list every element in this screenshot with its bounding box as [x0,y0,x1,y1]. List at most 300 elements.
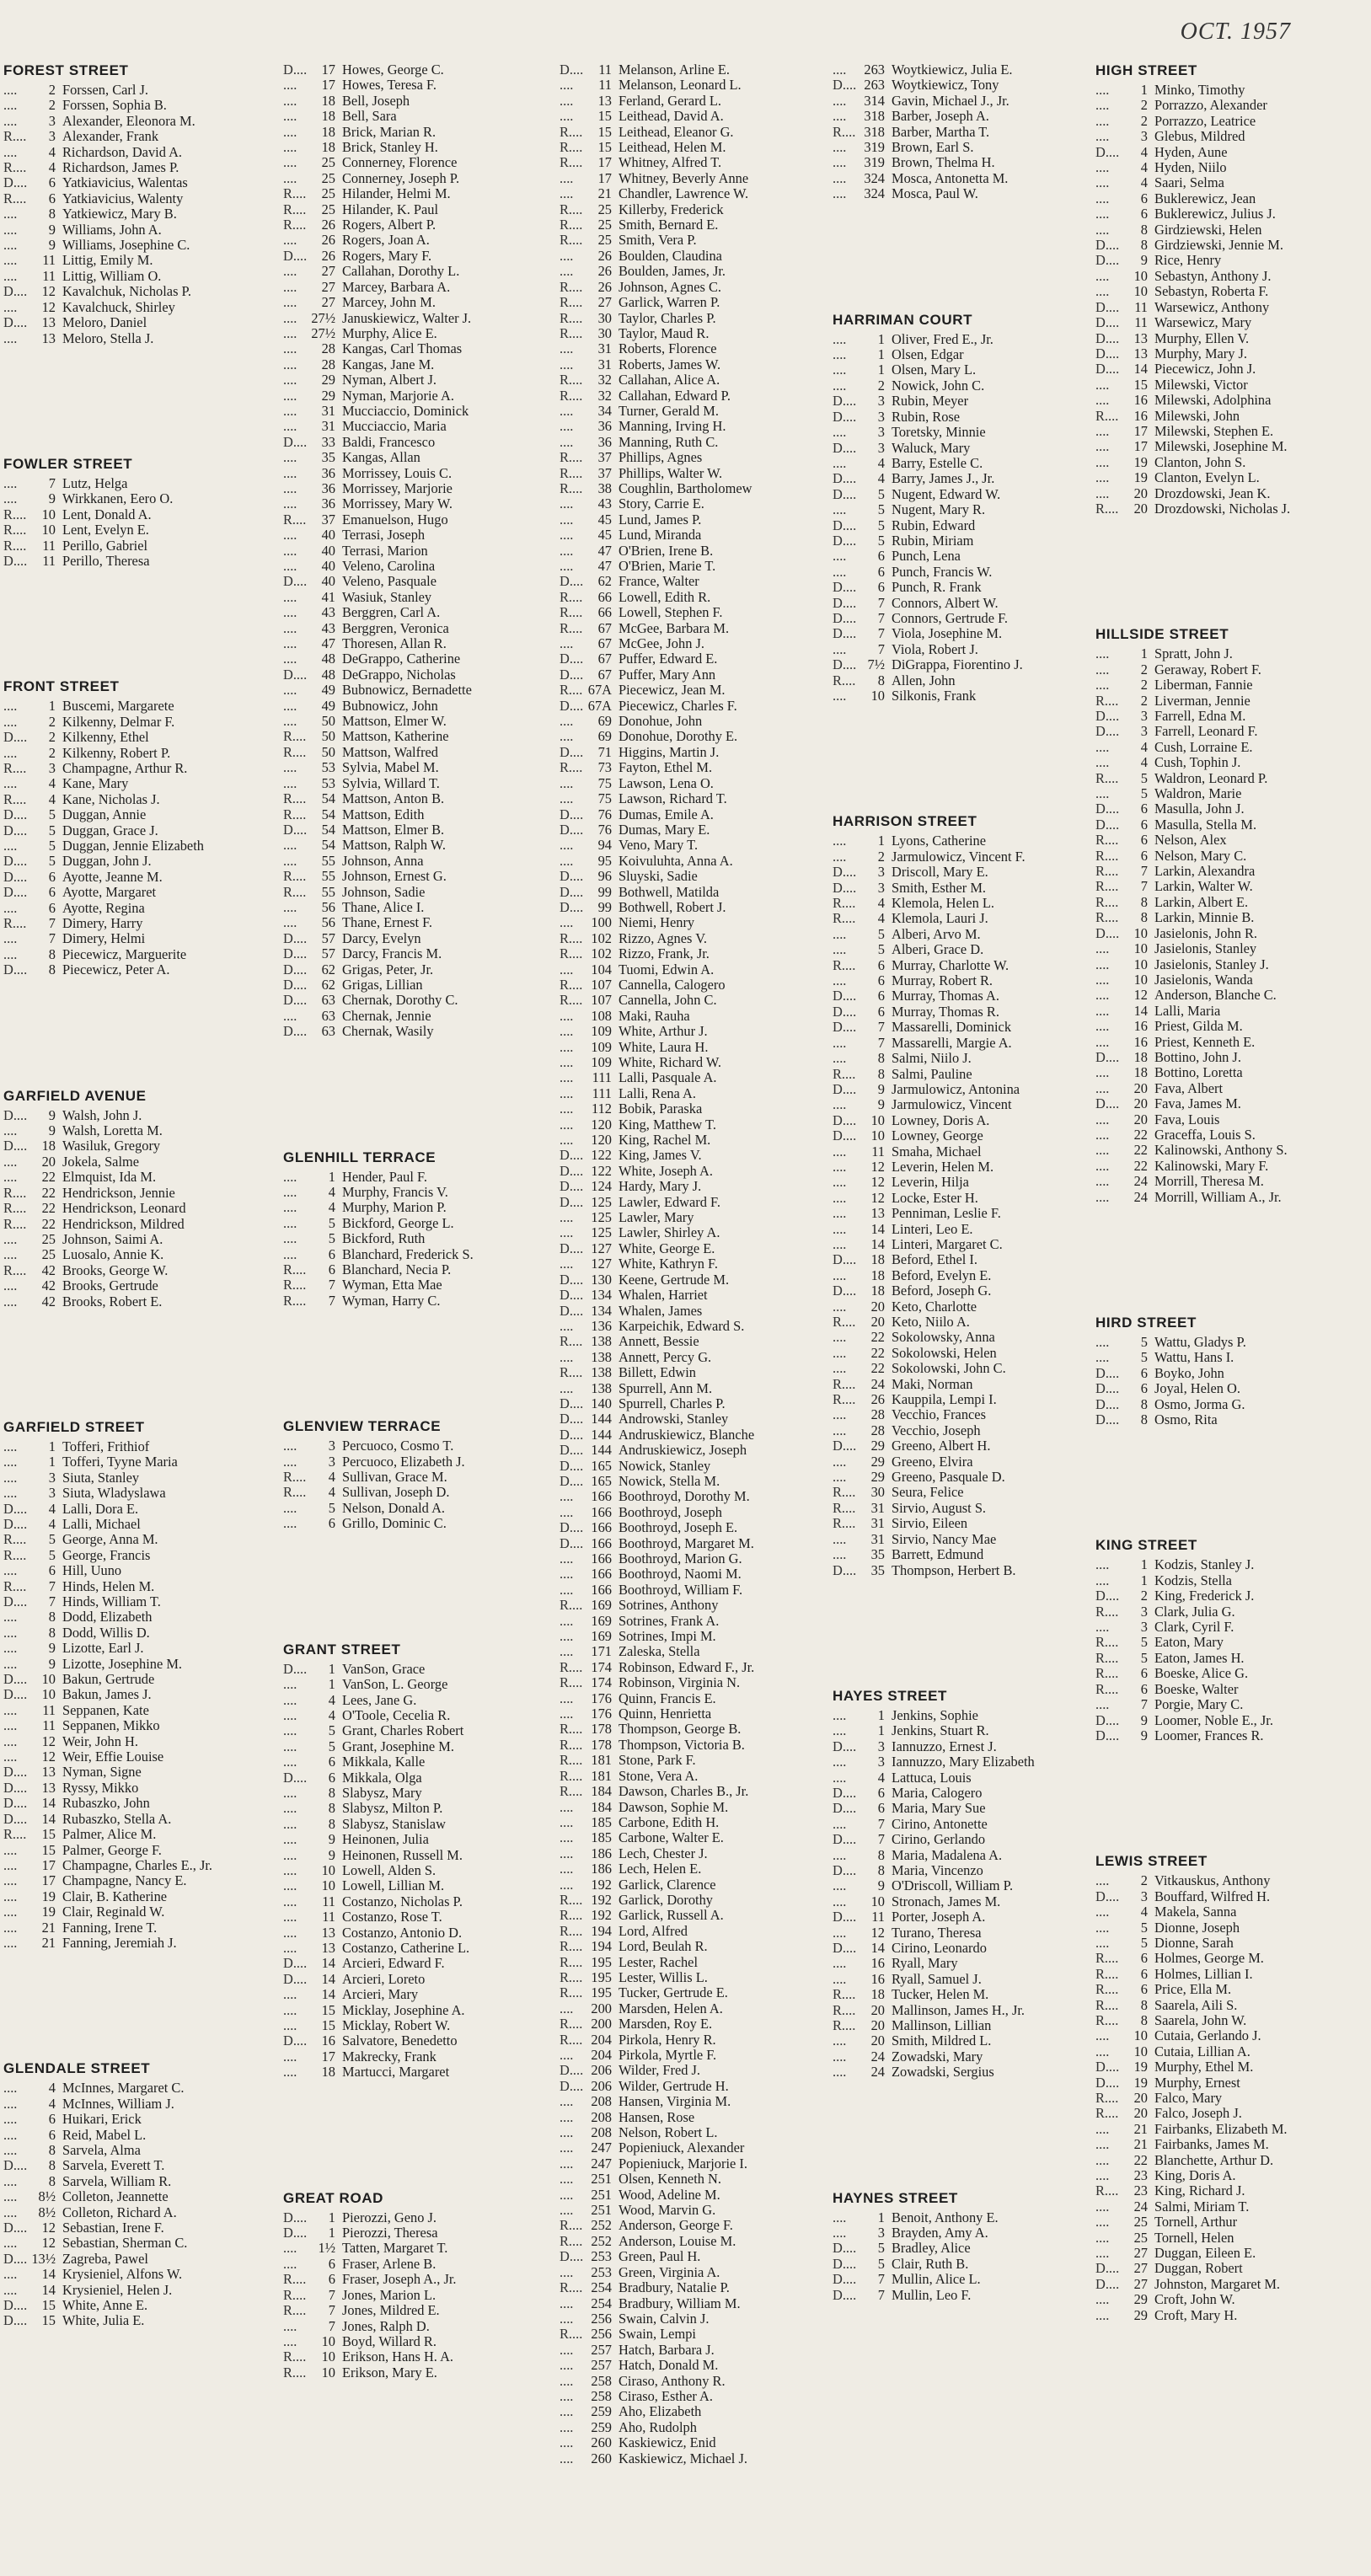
resident-entry [283,2225,557,2241]
house-number: 8 [48,2157,56,2174]
resident-entry [283,1941,557,1956]
house-number: 10 [41,1686,56,1703]
resident-entry [560,1893,833,1908]
resident-entry [283,745,557,760]
resident-entry [283,202,557,217]
party-prefix: D.... [1095,924,1120,941]
party-prefix: .... [833,848,847,865]
resident-entry [283,1454,557,1470]
resident-name: Spratt, John J. [1154,646,1233,662]
resident-entry [3,1470,277,1486]
resident-entry [560,2125,833,2140]
house-number: 7 [328,1292,335,1309]
house-number: 7½ [867,656,885,673]
party-prefix: R.... [560,1891,583,1908]
house-number: 5 [328,1738,335,1754]
house-number: 4 [877,1769,885,1786]
resident-name: Zaleska, Stella [619,1644,700,1660]
party-prefix: R.... [283,1292,307,1309]
party-prefix: .... [560,2202,574,2219]
house-number: 10 [41,1671,56,1688]
resident-entry [1095,2308,1367,2323]
party-prefix: R.... [3,1826,27,1843]
resident-name: Kalinowski, Anthony S. [1154,1143,1288,1159]
resident-name: Slabysz, Mary [342,1785,422,1801]
party-prefix: .... [833,833,847,849]
resident-name: White, Kathryn F. [619,1256,718,1272]
house-number: 14 [870,1220,885,1237]
party-prefix: .... [3,2235,18,2252]
resident-entry [560,1566,833,1582]
resident-entry [833,518,1094,533]
resident-entry [283,1987,557,2002]
house-number: 5 [328,1230,335,1247]
resident-name: Murphy, Ernest [1154,2075,1240,2091]
resident-entry [560,1365,833,1380]
resident-entry [833,1020,1094,1035]
house-number: 37 [321,511,335,528]
resident-entry [283,94,557,109]
resident-name: Lester, Willis L. [619,1969,708,1985]
house-number: 30 [597,309,612,326]
resident-entry [283,807,557,822]
party-prefix: R.... [1095,1965,1119,1982]
resident-entry [1095,2231,1367,2246]
party-prefix: D.... [1095,1588,1120,1604]
house-number: 15 [41,1841,56,1858]
resident-name: Salmi, Miriam T. [1154,2198,1250,2215]
party-prefix: .... [560,1798,574,1815]
house-number: 31 [321,418,335,435]
party-prefix: .... [283,774,297,791]
house-number: 10 [321,2332,335,2349]
resident-name: Murphy, Alice E. [342,325,437,341]
resident-entry [560,2110,833,2125]
resident-name: Buklerewicz, Jean [1154,190,1256,206]
house-number: 24 [870,2048,885,2065]
resident-name: Mikkala, Kalle [342,1754,426,1770]
resident-name: Sylvia, Willard T. [342,775,440,791]
resident-name: Kaskiewicz, Enid [619,2435,716,2451]
party-prefix: R.... [3,790,27,807]
party-prefix: .... [3,298,18,315]
house-number: 4 [48,1500,56,1517]
resident-entry [283,217,557,233]
party-prefix: R.... [1095,769,1119,786]
resident-name: Milewski, John [1154,408,1240,424]
party-prefix: .... [1095,1919,1110,1936]
resident-entry [560,1443,833,1458]
resident-name: Murphy, Mary J. [1154,345,1248,361]
party-prefix: R.... [3,159,27,176]
party-prefix: D.... [560,806,584,822]
house-number: 10 [870,688,885,704]
resident-name: Lund, Miranda [619,528,702,544]
resident-entry [560,1691,833,1706]
resident-name: Pierozzi, Geno J. [342,2209,436,2225]
party-prefix: .... [833,1298,847,1315]
party-prefix: .... [3,2204,18,2220]
party-prefix: .... [833,2209,847,2225]
street-section [833,813,1094,1578]
house-number: 6 [877,988,885,1004]
party-prefix: .... [1095,971,1110,988]
resident-name: Keto, Charlotte [892,1299,977,1315]
resident-entry [833,1754,1094,1770]
party-prefix: .... [3,698,18,715]
house-number: 10 [1133,924,1148,941]
resident-name: Wilder, Gertrude H. [619,2078,729,2094]
resident-entry [560,1319,833,1334]
resident-name: Hendrickson, Leonard [62,1201,186,1217]
resident-entry [1095,1588,1367,1604]
party-prefix: .... [560,790,574,807]
house-number: 4 [877,910,885,927]
resident-entry [560,2063,833,2078]
resident-name: Januskiewicz, Walter J. [342,310,472,326]
party-prefix: D.... [3,552,28,569]
party-prefix: .... [3,1169,18,1186]
house-number: 29 [1133,2291,1148,2308]
resident-entry [833,1237,1094,1252]
party-prefix: .... [833,1469,847,1486]
resident-name: Reid, Mabel L. [62,2127,147,2143]
resident-name: Kangas, Jane M. [342,356,435,372]
house-number: 10 [1133,267,1148,284]
resident-name: Arcieri, Mary [342,1987,419,2003]
resident-name: Cannella, John C. [619,993,717,1009]
party-prefix: D.... [833,1111,857,1128]
party-prefix: .... [1095,190,1110,206]
house-number: 169 [591,1612,612,1629]
resident-name: DeGrappo, Nicholas [342,667,456,683]
resident-name: Elmquist, Ida M. [62,1170,157,1186]
house-number: 6 [1140,206,1148,222]
resident-entry [283,496,557,511]
party-prefix: D.... [560,1457,584,1474]
resident-entry [833,1941,1094,1956]
house-number: 18 [870,1283,885,1299]
resident-name: Nowick, Stanley [619,1458,711,1474]
house-number: 8 [1140,221,1148,238]
resident-name: Osmo, Jorma G. [1154,1396,1245,1412]
resident-name: Mattson, Elmer B. [342,822,445,838]
resident-entry [283,574,557,589]
party-prefix: .... [833,1205,847,1222]
resident-entry [560,1955,833,1970]
resident-name: Silkonis, Frank [892,688,977,704]
resident-name: Sullivan, Joseph D. [342,1485,450,1501]
resident-entry [833,1283,1094,1299]
house-number: 15 [321,2017,335,2034]
resident-entry [560,1551,833,1566]
resident-name: Wyman, Etta Mae [342,1277,442,1293]
party-prefix: .... [1095,2306,1110,2323]
party-prefix: R.... [560,1907,583,1924]
resident-entry [560,760,833,775]
resident-entry [1095,83,1367,98]
party-prefix: R.... [3,1215,27,1232]
resident-name: Heinonen, Russell M. [342,1847,463,1863]
house-number: 208 [591,2124,612,2141]
house-number: 19 [1133,469,1148,486]
resident-name: Forssen, Carl J. [62,83,148,98]
resident-name: Thompson, Victoria B. [619,1737,745,1753]
party-prefix: D.... [283,2209,308,2225]
party-prefix: .... [3,1153,18,1170]
resident-name: Larkin, Walter W. [1154,879,1253,895]
resident-entry [283,2018,557,2033]
house-number: 122 [591,1147,612,1164]
party-prefix: D.... [1095,1380,1120,1397]
resident-name: Hill, Uuno [62,1563,122,1579]
resident-entry [3,1517,277,1532]
party-prefix: .... [1095,267,1110,284]
house-number: 125 [591,1193,612,1210]
party-prefix: .... [833,454,847,471]
resident-entry [1095,1127,1367,1143]
resident-name: Chernak, Dorothy C. [342,993,458,1009]
party-prefix: R.... [833,1515,856,1532]
house-number: 3 [48,1485,56,1502]
house-number: 31 [870,1530,885,1547]
party-prefix: R.... [560,372,583,388]
house-number: 49 [321,682,335,699]
house-number: 6 [1140,847,1148,864]
house-number: 29 [321,387,335,404]
resident-name: Hatch, Barbara J. [619,2342,715,2358]
house-number: 13 [1133,345,1148,361]
resident-entry [3,1532,277,1547]
house-number: 20 [870,2032,885,2049]
house-number: 7 [48,915,56,932]
resident-entry [560,962,833,977]
party-prefix: .... [3,2141,18,2158]
party-prefix: .... [3,1717,18,1734]
resident-name: VanSon, L. George [342,1677,448,1693]
resident-entry [283,404,557,419]
house-number: 4 [877,470,885,487]
resident-entry [560,621,833,636]
resident-entry [833,580,1094,595]
street-heading: GREAT ROAD [283,2189,384,2206]
resident-name: Green, Paul H. [619,2249,701,2265]
resident-entry [560,1411,833,1427]
house-number: 54 [321,790,335,807]
resident-name: Maki, Norman [892,1376,973,1392]
party-prefix: .... [3,1934,18,1951]
house-number: 1 [328,1168,335,1185]
resident-entry [833,1801,1094,1816]
party-prefix: R.... [560,1721,583,1738]
resident-entry [560,1195,833,1210]
house-number: 319 [864,139,885,156]
party-prefix: D.... [560,1287,584,1304]
resident-entry [560,1055,833,1070]
resident-name: Mattson, Katherine [342,729,449,745]
party-prefix: D.... [833,1831,857,1848]
resident-entry [560,2234,833,2249]
house-number: 324 [864,185,885,202]
directory-column-4 [833,51,1094,2413]
resident-name: Marcey, Barbara A. [342,279,451,295]
resident-name: King, Matthew T. [619,1117,716,1133]
house-number: 130 [591,1271,612,1288]
party-prefix: .... [3,1562,18,1579]
house-number: 3 [48,759,56,776]
resident-name: Toretsky, Minnie [892,425,986,441]
resident-name: Hilander, Helmi M. [342,186,451,202]
house-number: 10 [1133,2043,1148,2059]
resident-name: Boothroyd, Joseph E. [619,1520,738,1536]
party-prefix: .... [283,713,297,730]
resident-name: Gavin, Michael J., Jr. [892,93,1010,109]
resident-entry [560,2188,833,2203]
party-prefix: .... [833,1406,847,1423]
resident-entry [833,1299,1094,1315]
party-prefix: .... [283,558,297,574]
house-number: 8 [48,2172,56,2189]
party-prefix: .... [560,169,574,186]
party-prefix: .... [1095,754,1110,771]
resident-entry [560,1225,833,1240]
resident-entry [560,357,833,372]
resident-entry [833,1036,1094,1051]
resident-name: Sebastian, Sherman C. [62,2236,188,2252]
resident-entry [3,2189,277,2204]
resident-entry [833,533,1094,549]
resident-name: Mucciaccio, Dominick [342,403,469,419]
house-number: 4 [877,454,885,471]
resident-name: Massarelli, Dominick [892,1020,1012,1036]
resident-name: Spurrell, Charles P. [619,1395,726,1411]
resident-name: Piecewicz, John J. [1154,361,1256,378]
house-number: 47 [597,558,612,574]
resident-name: Murphy, Ethel M. [1154,2059,1254,2075]
house-number: 195 [591,1953,612,1970]
party-prefix: .... [283,387,297,404]
house-number: 8 [328,1800,335,1817]
party-prefix: .... [283,154,297,171]
party-prefix: .... [3,945,18,962]
resident-name: Masulla, Stella M. [1154,817,1257,833]
resident-name: Jones, Marion L. [342,2287,436,2303]
party-prefix: D.... [1095,361,1120,378]
party-prefix: .... [1095,1002,1110,1019]
party-prefix: .... [3,1655,18,1672]
resident-name: Warsewicz, Anthony [1154,299,1270,315]
party-prefix: .... [560,852,574,869]
house-number: 4 [48,1515,56,1532]
resident-entry [283,1516,557,1531]
house-number: 57 [321,945,335,962]
resident-name: Dionne, Sarah [1154,1935,1234,1951]
party-prefix: .... [833,62,847,78]
resident-entry [283,311,557,326]
party-prefix: .... [3,221,18,238]
party-prefix: D.... [833,1909,857,1925]
party-prefix: D.... [560,2062,584,2079]
resident-name: Fairbanks, James M. [1154,2137,1269,2153]
party-prefix: D.... [1095,2059,1120,2075]
party-prefix: R.... [283,728,307,745]
party-prefix: .... [560,1690,574,1706]
resident-entry [833,109,1094,124]
resident-name: Siuta, Wladyslawa [62,1486,166,1502]
house-number: 194 [591,1938,612,1955]
resident-entry [283,1894,557,1909]
resident-entry [560,1133,833,1148]
party-prefix: R.... [3,1531,27,1548]
resident-name: Fanning, Irene T. [62,1920,158,1936]
house-number: 53 [321,774,335,791]
party-prefix: R.... [560,929,583,946]
resident-entry [283,605,557,620]
house-number: 5 [48,838,56,854]
resident-name: Whalen, James [619,1303,703,1319]
resident-entry [3,1232,277,1247]
house-number: 19 [1133,453,1148,470]
house-number: 4 [1140,174,1148,191]
house-number: 75 [597,774,612,791]
party-prefix: R.... [283,868,307,885]
party-prefix: .... [560,2155,574,2172]
house-number: 32 [597,387,612,404]
party-prefix: .... [560,2341,574,2358]
resident-name: Falco, Mary [1154,2091,1223,2106]
party-prefix: D.... [283,1660,308,1677]
party-prefix: .... [3,1122,18,1139]
resident-entry [3,538,277,554]
resident-name: Saari, Selma [1154,175,1224,191]
party-prefix: D.... [1095,2275,1120,2292]
party-prefix: .... [283,324,297,341]
party-prefix: .... [560,1706,574,1722]
resident-name: Robinson, Edward F., Jr. [619,1659,755,1675]
resident-name: Larkin, Albert E. [1154,894,1249,910]
house-number: 67 [597,635,612,652]
party-prefix: R.... [560,945,583,962]
party-prefix: .... [833,1158,847,1175]
party-prefix: .... [283,651,297,667]
house-number: 19 [41,1888,56,1904]
house-number: 40 [321,542,335,559]
resident-entry [3,761,277,776]
party-prefix: D.... [283,945,308,962]
resident-name: Punch, R. Frank [892,580,982,596]
resident-entry [560,1614,833,1629]
house-number: 144 [591,1426,612,1443]
resident-entry [3,1641,277,1656]
resident-name: George, Francis [62,1547,151,1563]
house-number: 6 [328,1261,335,1278]
resident-name: O'Driscoll, William P. [892,1878,1014,1894]
resident-name: Coughlin, Bartholomew [619,480,752,496]
resident-name: Linteri, Margaret C. [892,1236,1003,1252]
resident-name: Swain, Calvin J. [619,2311,710,2327]
party-prefix: .... [283,837,297,854]
resident-entry [1095,284,1367,299]
resident-name: Buklerewicz, Julius J. [1154,206,1276,222]
house-number: 318 [864,123,885,140]
resident-name: Brick, Stanley H. [342,140,438,156]
party-prefix: D.... [833,1251,857,1268]
party-prefix: D.... [833,879,857,896]
party-prefix: D.... [283,992,308,1009]
house-number: 20 [870,2001,885,2018]
house-number: 28 [870,1422,885,1438]
resident-entry [283,1848,557,1863]
